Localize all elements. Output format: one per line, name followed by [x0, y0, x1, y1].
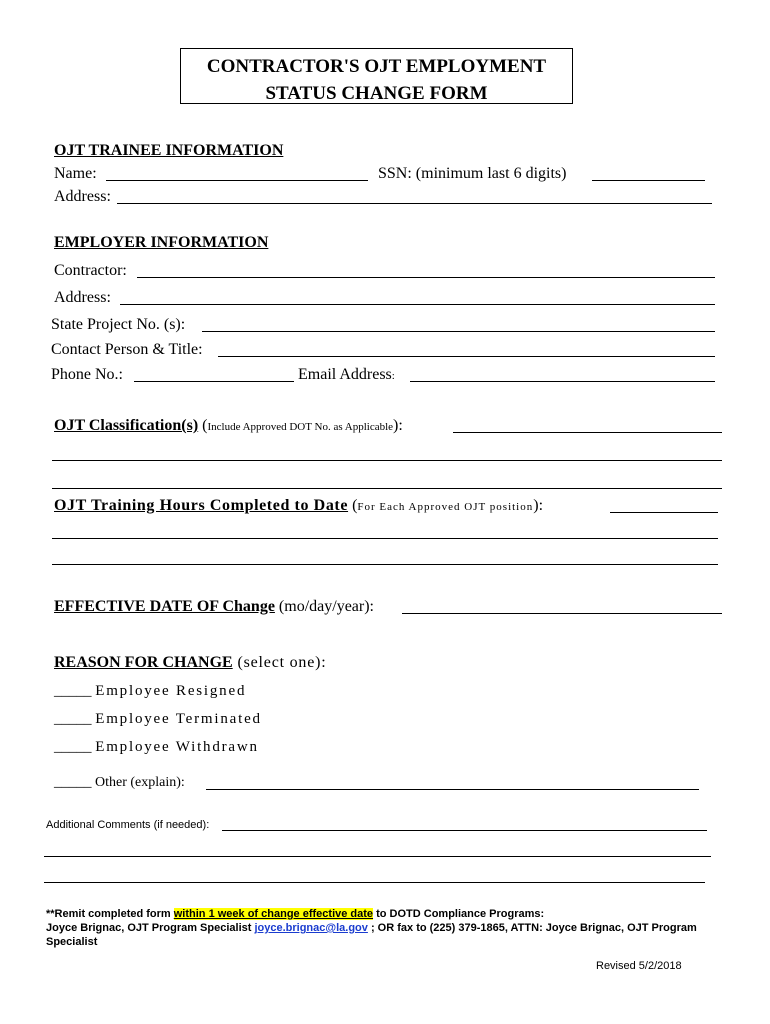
reason-option-terminated[interactable] [54, 709, 262, 729]
remit-email-link[interactable]: joyce.brignac@la.gov [254, 922, 368, 934]
employer-heading: EMPLOYER INFORMATION [54, 234, 269, 251]
employer-phone-label: Phone No.: [51, 366, 123, 383]
reason-option-label: Employee Terminated [95, 711, 262, 727]
revised-date: Revised 5/2/2018 [596, 960, 682, 972]
reason-option-label: Employee Resigned [95, 683, 247, 699]
remit-deadline-highlight: within 1 week of change effective date [173, 908, 374, 920]
reason-other-label: Other (explain): [95, 775, 185, 790]
employer-contact-field[interactable] [218, 356, 715, 357]
comments-field-1[interactable] [222, 830, 707, 831]
hours-field-1[interactable] [610, 512, 718, 513]
reason-heading-wrap [54, 653, 327, 673]
classification-note: Include Approved DOT No. as Applicable [207, 421, 394, 433]
employer-email-label: Email Address [298, 366, 392, 383]
trainee-ssn-field[interactable] [592, 180, 705, 181]
hours-paren-close: ): [533, 497, 544, 514]
hours-paren-open: ( [348, 497, 358, 514]
effective-label: EFFECTIVE DATE OF Change [54, 598, 275, 615]
hours-label: OJT Training Hours Completed to Date [54, 497, 349, 514]
employer-contact-label: Contact Person & Title: [51, 341, 203, 358]
reason-other-field[interactable] [206, 789, 699, 790]
reason-option-blank[interactable]: _____ [54, 683, 92, 699]
reason-option-label: Employee Withdrawn [95, 739, 259, 755]
comments-field-3[interactable] [44, 882, 705, 883]
form-title-box [180, 48, 573, 104]
reason-option-resigned[interactable] [54, 681, 246, 701]
remit-after-highlight: to DOTD Compliance Programs: [373, 908, 545, 920]
reason-option-blank[interactable]: _____ [54, 711, 92, 727]
comments-field-2[interactable] [44, 856, 711, 857]
remit-line-2 [46, 921, 697, 935]
reason-select-text: (select one): [232, 654, 327, 671]
trainee-name-label: Name: [54, 165, 97, 182]
employer-contractor-field[interactable] [137, 277, 715, 278]
remit-line-3: Specialist [46, 936, 98, 948]
classification-paren-open: ( [198, 417, 208, 434]
trainee-ssn-label: SSN: (minimum last 6 digits) [378, 165, 567, 182]
reason-other-blank[interactable]: _____ [54, 774, 92, 790]
trainee-address-label: Address: [54, 188, 111, 205]
employer-email-label-wrap [298, 365, 395, 386]
employer-address-label: Address: [54, 289, 111, 306]
classification-paren-close: ): [393, 417, 403, 434]
effective-label-wrap [54, 597, 374, 617]
employer-email-colon: : [391, 370, 395, 382]
classification-field-1[interactable] [453, 432, 722, 433]
reason-option-other[interactable] [54, 773, 185, 792]
effective-suffix: (mo/day/year): [274, 598, 374, 615]
remit-fax: ; OR fax to (225) 379-1865, ATTN: Joyce Brignac, OJT Program [367, 922, 697, 934]
form-title-line2: STATUS CHANGE FORM [265, 83, 488, 104]
employer-project-label: State Project No. (s): [51, 316, 186, 333]
trainee-name-field[interactable] [106, 180, 368, 181]
hours-note: For Each Approved OJT position [357, 501, 534, 513]
reason-option-withdrawn[interactable] [54, 737, 259, 757]
hours-label-wrap [54, 496, 543, 517]
remit-lead: **Remit completed form [46, 908, 174, 920]
employer-phone-field[interactable] [134, 381, 294, 382]
classification-label-wrap [54, 416, 403, 437]
effective-date-field[interactable] [402, 613, 722, 614]
trainee-address-field[interactable] [117, 203, 712, 204]
reason-option-blank[interactable]: _____ [54, 739, 92, 755]
comments-label: Additional Comments (if needed): [46, 819, 210, 831]
remit-contact: Joyce Brignac, OJT Program Specialist [46, 922, 255, 934]
hours-field-2[interactable] [52, 538, 718, 539]
remit-line-1 [46, 907, 544, 921]
employer-address-field[interactable] [120, 304, 715, 305]
employer-project-field[interactable] [202, 331, 715, 332]
employer-contractor-label: Contractor: [54, 262, 127, 279]
form-title-line1: CONTRACTOR'S OJT EMPLOYMENT [206, 56, 547, 77]
classification-field-3[interactable] [52, 488, 722, 489]
reason-heading: REASON FOR CHANGE [54, 654, 233, 671]
trainee-heading: OJT TRAINEE INFORMATION [54, 142, 284, 159]
classification-field-2[interactable] [52, 460, 722, 461]
hours-field-3[interactable] [52, 564, 718, 565]
employer-email-field[interactable] [410, 381, 715, 382]
classification-label: OJT Classification(s) [54, 417, 199, 434]
